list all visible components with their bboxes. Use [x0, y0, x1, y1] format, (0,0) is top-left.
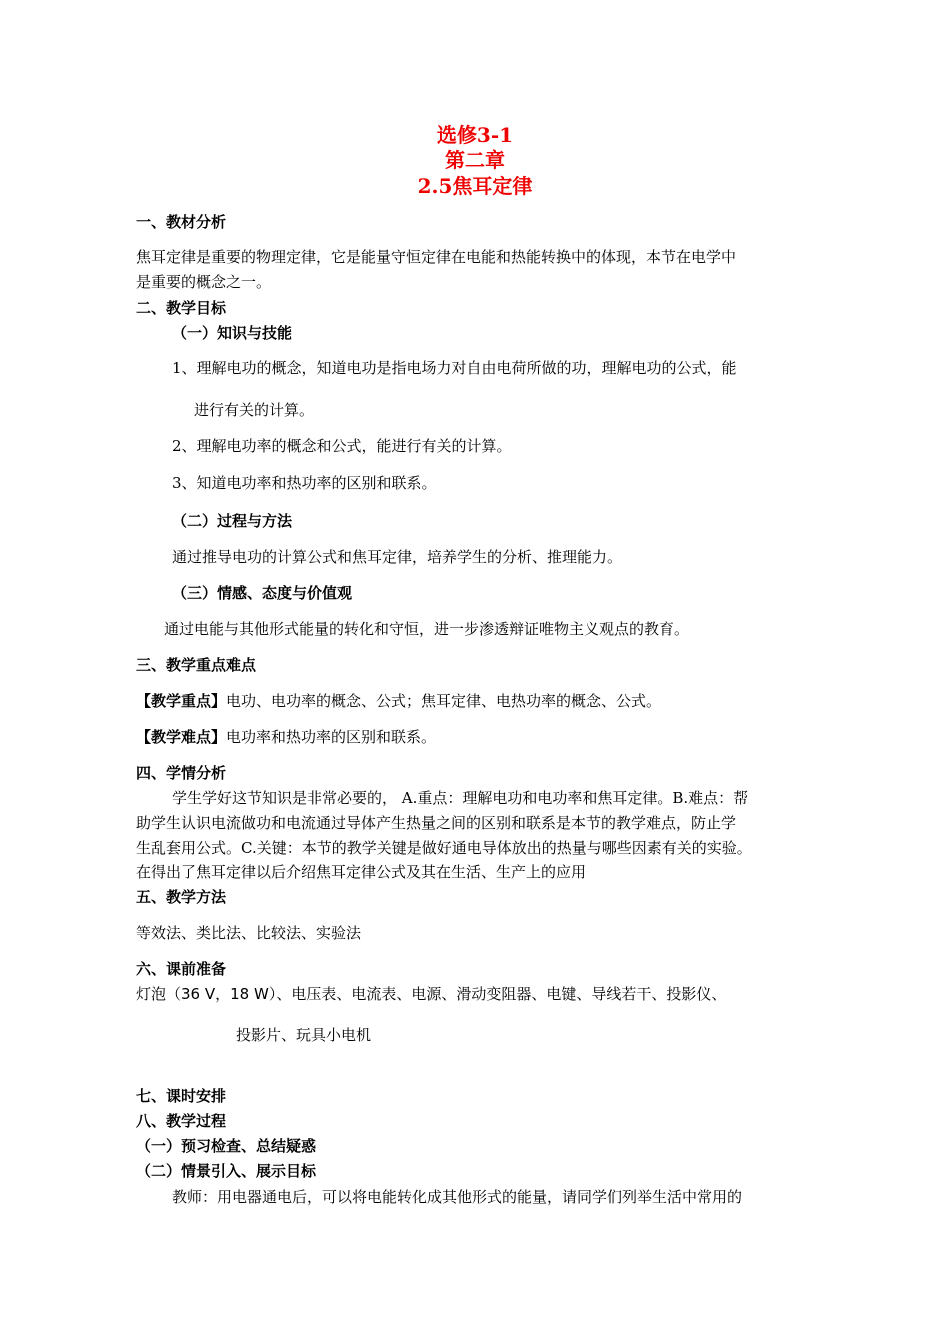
- paragraph-line: 通过电能与其他形式能量的转化和守恒，进一步渗透辩证唯物主义观点的教育。: [164, 620, 690, 638]
- paragraph-line: 在得出了焦耳定律以后介绍焦耳定律公式及其在生活、生产上的应用: [136, 863, 587, 881]
- equipment-line: [136, 984, 726, 1004]
- section-heading-2: 二、教学目标: [136, 299, 227, 317]
- paragraph-line: 通过推导电功的计算公式和焦耳定律，培养学生的分析、推理能力。: [172, 548, 623, 566]
- doc-title-line2: 第二章: [445, 148, 505, 172]
- difficulty-line: [136, 727, 436, 747]
- difficulty-text: 电功率和热功率的区别和联系。: [226, 728, 437, 746]
- paragraph-line: 生乱套用公式。C.关键：本节的教学关键是做好通电导体放出的热量与哪些因素有关的实验。: [136, 839, 752, 857]
- section-heading-1: 一、教材分析: [136, 213, 227, 231]
- doc-title-line3: 2.5焦耳定律: [417, 174, 533, 198]
- subheading: （一）预习检查、总结疑惑: [136, 1137, 317, 1155]
- doc-title-line1: 选修3-1: [436, 123, 514, 147]
- paragraph-line: 等效法、类比法、比较法、实验法: [136, 924, 362, 942]
- paragraph-line: 助学生认识电流做功和电流通过导体产生热量之间的区别和联系是本节的教学难点，防止学: [136, 814, 737, 832]
- key-point-line: [136, 691, 661, 711]
- key-point-label: 【教学重点】: [136, 692, 227, 710]
- section-heading-3: 三、教学重点难点: [136, 656, 257, 674]
- key-point-text: 电功、电功率的概念、公式；焦耳定律、电热功率的概念、公式。: [226, 692, 662, 710]
- subheading: （二）过程与方法: [172, 512, 293, 530]
- paragraph-line: 学生学好这节知识是非常必要的， A.重点：理解电功和电功率和焦耳定律。B.难点：帮: [172, 789, 749, 807]
- section-heading-4: 四、学情分析: [136, 764, 227, 782]
- section-heading-6: 六、课前准备: [136, 960, 227, 978]
- section-heading-8: 八、教学过程: [136, 1112, 227, 1130]
- subheading: （一）知识与技能: [172, 324, 293, 342]
- list-item-continuation: 进行有关的计算。: [194, 401, 315, 419]
- paragraph-line: 教师：用电器通电后，可以将电能转化成其他形式的能量，请同学们列举生活中常用的: [172, 1188, 743, 1206]
- bulb-spec: 36 V，18 W: [181, 985, 269, 1003]
- section-heading-7: 七、课时安排: [136, 1087, 227, 1105]
- list-item: 2、理解电功率的概念和公式，能进行有关的计算。: [172, 437, 512, 455]
- equipment-text: 灯泡（: [136, 985, 182, 1003]
- section-heading-5: 五、教学方法: [136, 888, 227, 906]
- subheading: （三）情感、态度与价值观: [172, 584, 353, 602]
- list-item: 1、理解电功的概念，知道电功是指电场力对自由电荷所做的功，理解电功的公式，能: [172, 359, 737, 377]
- subheading: （二）情景引入、展示目标: [136, 1162, 317, 1180]
- difficulty-label: 【教学难点】: [136, 728, 227, 746]
- paragraph-line: 焦耳定律是重要的物理定律，它是能量守恒定律在电能和热能转换中的体现，本节在电学中: [136, 248, 737, 266]
- equipment-line-continuation: 投影片、玩具小电机: [236, 1026, 372, 1044]
- equipment-text: ）、电压表、电流表、电源、滑动变阻器、电键、导线若干、投影仪、: [268, 985, 727, 1003]
- paragraph-line: 是重要的概念之一。: [136, 273, 272, 291]
- list-item: 3、知道电功率和热功率的区别和联系。: [172, 474, 437, 492]
